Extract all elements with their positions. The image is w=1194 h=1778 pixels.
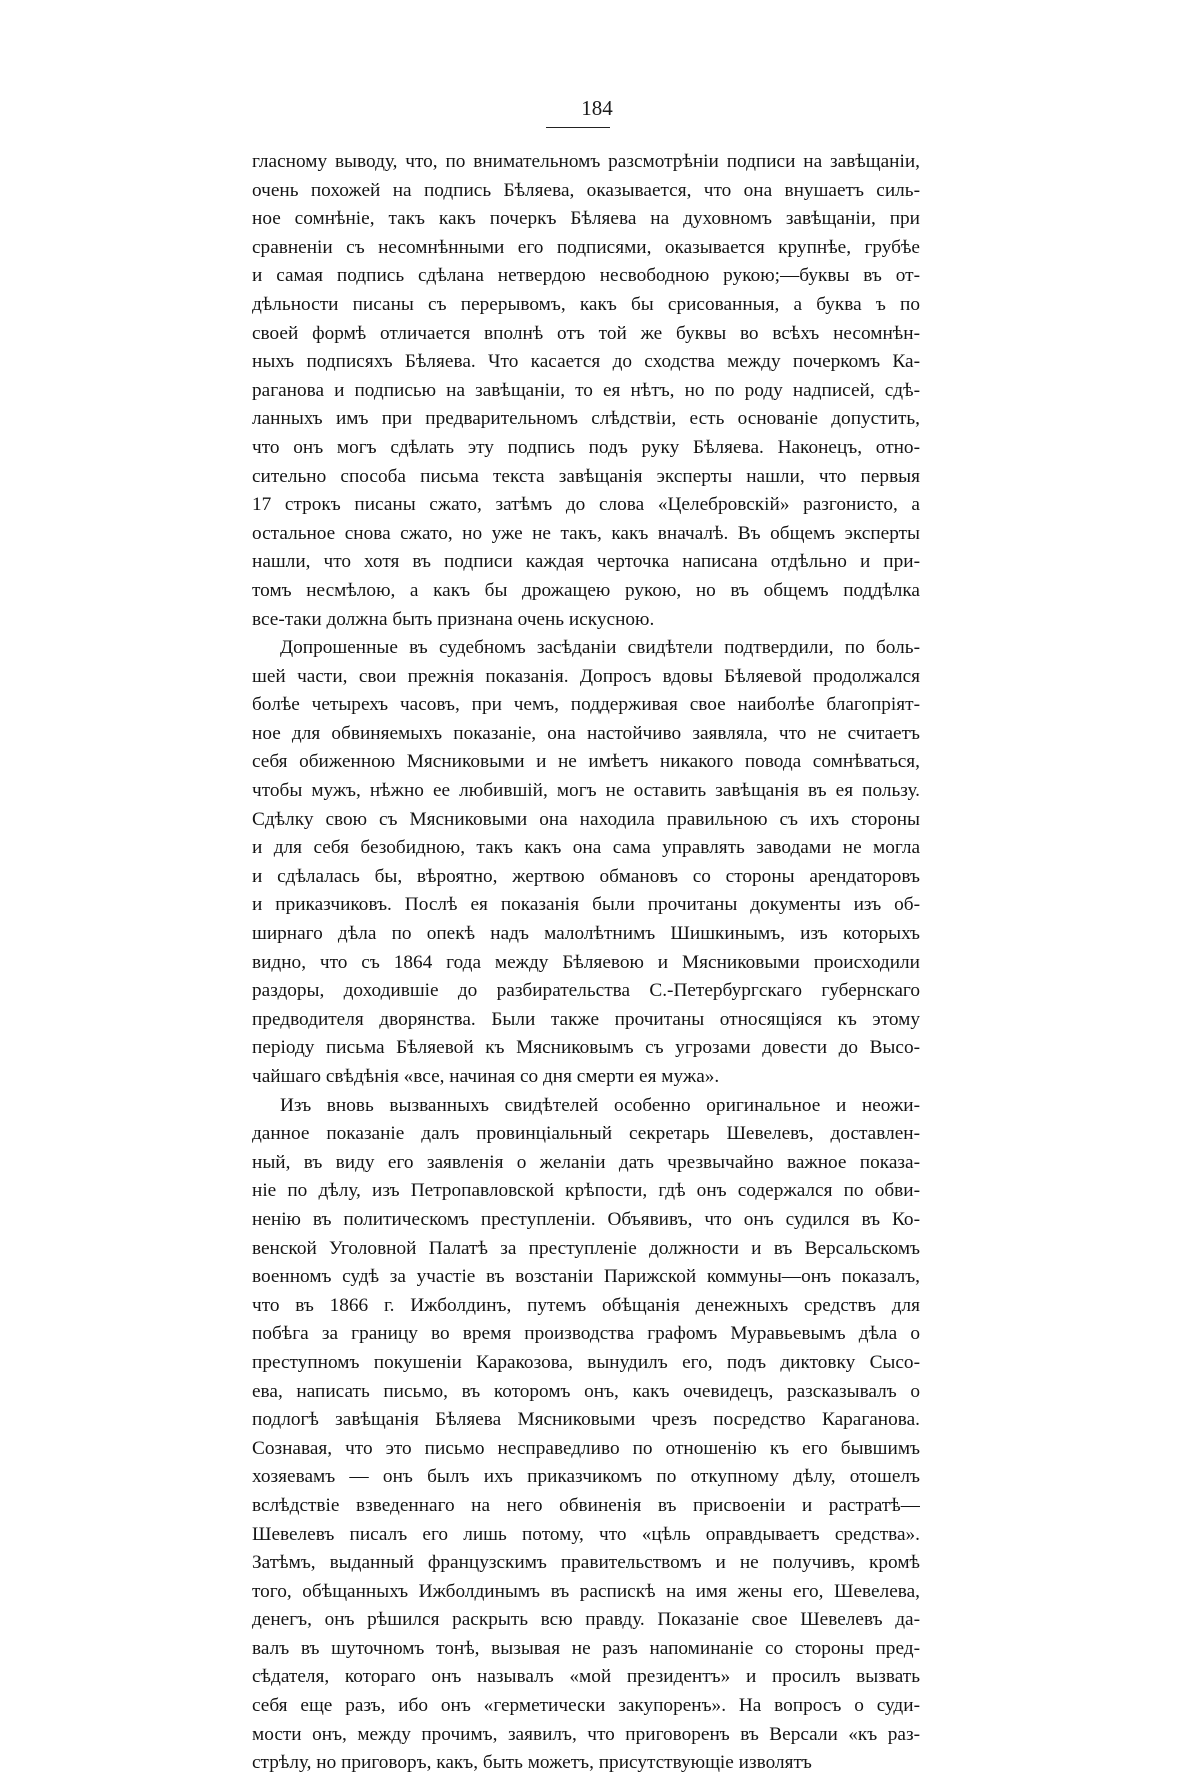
text-line: ное сомнѣніе, такъ какъ почеркъ Бѣляева на духовномъ завѣщаніи, при — [252, 208, 920, 230]
text-line: сравненіи съ несомнѣнными его подписями, оказывается крупнѣе, грубѣе — [252, 236, 920, 258]
text-line: преступномъ покушеніи Каракозова, вынудилъ его, подъ диктовку Сысо- — [252, 1351, 920, 1373]
page-number: 184 — [581, 96, 613, 120]
text-line: дѣльности писаны съ перерывомъ, какъ бы срисованныя, а буква ъ по — [252, 293, 920, 315]
text-line: венской Уголовной Палатѣ за преступленіе должности и въ Версальскомъ — [252, 1237, 920, 1259]
text-line: видно, что съ 1864 года между Бѣляевою и Мясниковыми происходили — [252, 951, 920, 973]
text-line: Изъ вновь вызванныхъ свидѣтелей особенно оригинальное и неожи- — [280, 1094, 920, 1116]
text-line: томъ несмѣлою, а какъ бы дрожащею рукою, но въ общемъ поддѣлка — [252, 579, 920, 601]
text-line: того, обѣщанныхъ Ижболдинымъ въ распискѣ на имя жены его, Шевелева, — [252, 1580, 920, 1602]
text-line: все-таки должна быть признана очень искусною. — [252, 608, 655, 630]
text-line: побѣга за границу во время производства графомъ Муравьевымъ дѣла о — [252, 1323, 920, 1345]
text-line: денегъ, онъ рѣшился раскрыть всю правду. Показаніе свое Шевелевъ да- — [252, 1609, 920, 1631]
text-line: ланныхъ имъ при предварительномъ слѣдствіи, есть основаніе допустить, — [252, 408, 920, 430]
text-line: остальное снова сжато, но уже не такъ, какъ вначалѣ. Въ общемъ эксперты — [252, 522, 920, 544]
text-line: своей формѣ отличается вполнѣ отъ той же буквы во всѣхъ несомнѣн- — [252, 322, 920, 344]
text-line: военномъ судѣ за участіе въ возстаніи Парижской коммуны—онъ показалъ, — [252, 1266, 920, 1288]
text-line: ніе по дѣлу, изъ Петропавловской крѣпости, гдѣ онъ содержался по обви- — [252, 1180, 920, 1202]
text-line: ширнаго дѣла по опекѣ надъ малолѣтнимъ Шишкинымъ, изъ которыхъ — [252, 923, 920, 945]
text-line: сѣдателя, котораго онъ называлъ «мой президентъ» и просилъ вызвать — [252, 1666, 920, 1688]
text-line: и для себя безобидною, такъ какъ она сама управлять заводами не могла — [252, 837, 920, 859]
text-line: подлогѣ завѣщанія Бѣляева Мясниковыми чрезъ посредство Караганова. — [252, 1409, 920, 1431]
page-number-rule — [546, 127, 610, 128]
text-line: періоду письма Бѣляевой къ Мясниковымъ съ угрозами довести до Высо- — [252, 1037, 920, 1059]
text-line: Шевелевъ писалъ его лишь потому, что «цѣль оправдываетъ средства». — [252, 1523, 920, 1545]
text-line: и сдѣлалась бы, вѣроятно, жертвою обмановъ со стороны арендаторовъ — [252, 865, 920, 887]
text-line: Затѣмъ, выданный французскимъ правительствомъ и не получивъ, кромѣ — [252, 1552, 920, 1574]
text-line: чтобы мужъ, нѣжно ее любившій, могъ не оставить завѣщанія въ ея пользу. — [252, 780, 920, 802]
text-line: шей части, свои прежнія показанія. Допросъ вдовы Бѣляевой продолжался — [252, 665, 920, 687]
text-line: хозяевамъ — онъ былъ ихъ приказчикомъ по откупному дѣлу, отошелъ — [252, 1466, 920, 1488]
text-line: болѣе четырехъ часовъ, при чемъ, поддерживая свое наиболѣе благопріят- — [252, 694, 920, 716]
text-line: Допрошенные въ судебномъ засѣданіи свидѣтели подтвердили, по боль- — [280, 637, 920, 659]
text-line: и приказчиковъ. Послѣ ея показанія были прочитаны документы изъ об- — [252, 894, 920, 916]
body-text — [252, 148, 920, 1778]
text-line: ныхъ подписяхъ Бѣляева. Что касается до сходства между почеркомъ Ка- — [252, 351, 920, 373]
text-line: чайшаго свѣдѣнія «все, начиная со дня смерти ея мужа». — [252, 1066, 720, 1087]
text-line: себя еще разъ, ибо онъ «герметически закупоренъ». На вопросъ о суди- — [252, 1695, 920, 1717]
text-line: мости онъ, между прочимъ, заявилъ, что приговоренъ въ Версали «къ раз- — [252, 1723, 920, 1745]
text-line: стрѣлу, но приговоръ, какъ, быть можетъ, присутствующіе изволятъ — [252, 1752, 812, 1774]
text-line: раздоры, доходившіе до разбирательства С.-Петербургскаго губернскаго — [252, 980, 920, 1002]
text-line: данное показаніе далъ провинціальный секретарь Шевелевъ, доставлен- — [252, 1123, 920, 1145]
text-line: ненію въ политическомъ преступленіи. Объявивъ, что онъ судился въ Ко- — [252, 1208, 920, 1230]
text-line: себя обиженною Мясниковыми и не имѣетъ никакого повода сомнѣваться, — [252, 751, 920, 773]
text-line: ева, написать письмо, въ которомъ онъ, какъ очевидецъ, разсказывалъ о — [252, 1380, 920, 1402]
text-line: что онъ могъ сдѣлать эту подпись подъ руку Бѣляева. Наконецъ, отно- — [252, 436, 920, 458]
text-line: ное для обвиняемыхъ показаніе, она настойчиво заявляла, что не считаетъ — [252, 722, 920, 744]
text-line: раганова и подписью на завѣщаніи, то ея нѣтъ, но по роду надписей, сдѣ- — [252, 379, 920, 401]
text-line: очень похожей на подпись Бѣляева, оказывается, что она внушаетъ силь- — [252, 179, 920, 201]
text-line: валъ въ шуточномъ тонѣ, вызывая не разъ напоминаніе со стороны пред- — [252, 1637, 920, 1659]
text-line: что въ 1866 г. Ижболдинъ, путемъ обѣщанія денежныхъ средствъ для — [252, 1294, 920, 1316]
text-line: 17 строкъ писаны сжато, затѣмъ до слова «Целебровскій» разгонисто, а — [252, 494, 920, 516]
text-line: сительно способа письма текста завѣщанія эксперты нашли, что первыя — [252, 465, 920, 487]
text-line: Сознавая, что это письмо несправедливо по отношенію къ его бывшимъ — [252, 1437, 920, 1459]
text-line: и самая подпись сдѣлана нетвердою несвободною рукою;—буквы въ от- — [252, 265, 920, 287]
text-line: предводителя дворянства. Были также прочитаны относящіяся къ этому — [252, 1008, 920, 1030]
text-line: вслѣдствіе взведеннаго на него обвиненія въ присвоеніи и растратѣ— — [252, 1494, 920, 1516]
text-line: Сдѣлку свою съ Мясниковыми она находила правильною съ ихъ стороны — [252, 808, 920, 830]
text-line: гласному выводу, что, по внимательномъ разсмотрѣніи подписи на завѣщаніи, — [252, 151, 920, 172]
text-line: ный, въ виду его заявленія о желаніи дать чрезвычайно важное показа- — [252, 1151, 920, 1173]
text-line: нашли, что хотя въ подписи каждая черточка написана отдѣльно и при- — [252, 551, 920, 573]
